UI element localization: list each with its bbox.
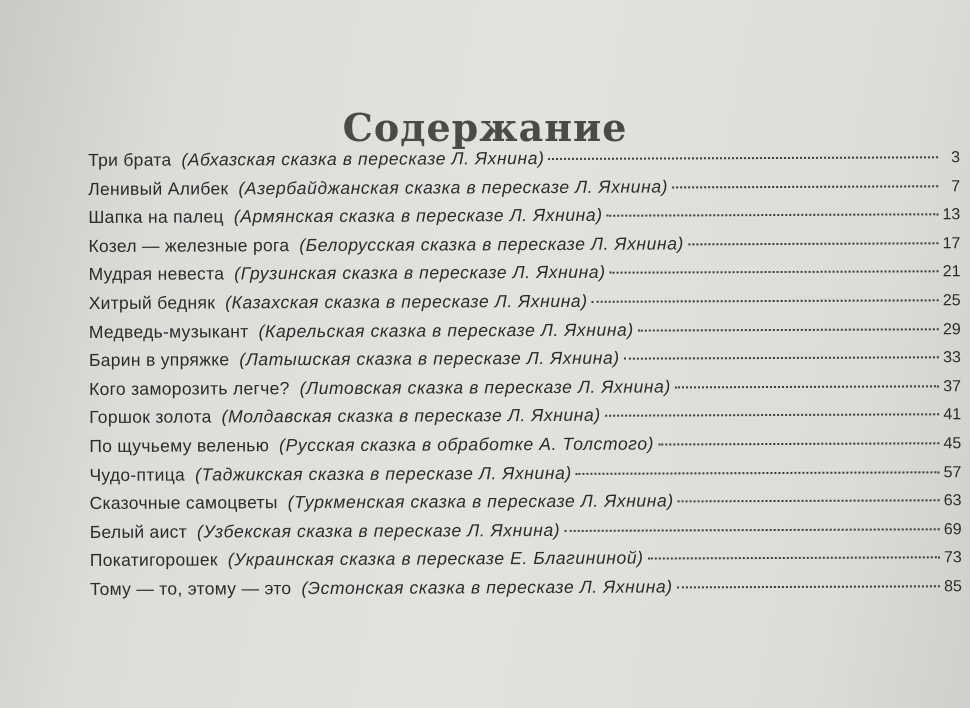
entry-title: Чудо-птица [89,464,186,485]
toc-entry [88,232,960,264]
entry-title: Медведь-музыкант [88,320,249,342]
entry-page-number: 45 [943,435,962,453]
entry-source: (Казахская сказка в пересказе Л. Яхнина) [225,290,588,313]
toc-entry [88,203,960,235]
entry-page-number: 7 [951,177,961,195]
toc-entry [88,261,960,293]
entry-page-number: 25 [942,292,961,310]
entry-page-number: 41 [943,406,962,424]
dot-leader [610,271,939,274]
entry-source: (Узбекская сказка в пересказе Л. Яхнина) [196,519,561,542]
entry-title: Белый аист [89,521,188,542]
entry-page-number: 17 [942,234,961,253]
entry-title: Мудрая невеста [88,263,225,285]
entry-title: Три брата [88,149,172,170]
dot-leader [548,156,938,160]
entry-source: (Украинская сказка в пересказе Е. Благининой) [227,547,644,570]
entry-title: Козел — железные рога [88,234,290,256]
entry-source: (Карельская сказка в пересказе Л. Яхнина) [258,319,634,341]
entry-page-number: 63 [943,492,962,510]
toc-entry [89,489,961,521]
entry-title: Хитрый бедняк [88,292,216,313]
toc-entry [89,404,961,436]
dot-leader [672,185,938,188]
entry-title: Покатигорошек [89,549,218,571]
entry-source: (Азербайджанская сказка в пересказе Л. Яхнина) [238,176,669,198]
entry-page-number: 37 [943,377,962,396]
dot-leader [592,299,939,303]
entry-page-number: 21 [942,263,961,281]
entry-page-number: 69 [943,520,962,538]
entry-title: Горшок золота [89,406,212,428]
dot-leader [576,471,940,475]
page-title: Содержание [342,105,628,151]
dot-leader [638,328,939,331]
dot-leader [677,585,940,588]
entry-source: (Белорусская сказка в пересказе Л. Яхнина) [299,233,684,255]
toc-entry [89,289,961,321]
entry-title: Шапка на палец [88,206,224,228]
entry-title: Кого заморозить легче? [88,377,290,399]
dot-leader [688,242,938,245]
toc-entry [90,518,962,550]
dot-leader [658,442,939,445]
dot-leader [648,557,940,560]
dot-leader [564,528,939,532]
entry-page-number: 29 [942,320,961,338]
entry-source: (Русская сказка в обработке А. Толстого) [279,433,655,456]
entry-source: (Таджикская сказка в пересказе Л. Яхнина) [195,462,572,485]
entry-source: (Молдавская сказка в пересказе Л. Яхнина) [221,405,601,427]
entry-page-number: 33 [943,349,961,367]
entry-source: (Латышская сказка в пересказе Л. Яхнина) [239,347,620,370]
dot-leader [607,213,939,216]
toc-entry [89,346,961,378]
entry-page-number: 85 [944,578,962,596]
toc-entry [89,375,961,407]
toc-entry [89,318,961,350]
entry-title: Сказочные самоцветы [89,492,278,514]
toc-entry [90,575,962,607]
entry-title: Ленивый Алибек [88,177,229,199]
entry-page-number: 13 [942,206,961,224]
toc-entry [89,461,961,493]
entry-source: (Грузинская сказка в пересказе Л. Яхнина) [234,262,606,284]
entry-title: Барин в упряжке [88,349,230,371]
entry-page-number: 57 [943,463,962,481]
entry-page-number: 73 [943,549,962,567]
toc-entry [90,547,962,579]
entry-page-number: 3 [951,149,961,167]
entry-title: Тому — то, этому — это [89,578,292,599]
entry-source: (Туркменская сказка в пересказе Л. Яхнина) [287,490,674,513]
dot-leader [678,499,940,502]
toc-entry [88,146,960,178]
entry-title: По щучьему веленью [89,435,270,456]
entry-source: (Армянская сказка в пересказе Л. Яхнина) [233,204,603,227]
entry-source: (Абхазская сказка в пересказе Л. Яхнина) [181,148,545,170]
table-of-contents [88,146,962,607]
dot-leader [624,356,939,359]
entry-source: (Эстонская сказка в пересказе Л. Яхнина) [301,576,673,598]
entry-source: (Литовская сказка в пересказе Л. Яхнина) [299,376,671,398]
dot-leader [605,414,939,417]
toc-entry [88,175,960,207]
dot-leader [675,385,939,388]
toc-entry [89,432,961,464]
